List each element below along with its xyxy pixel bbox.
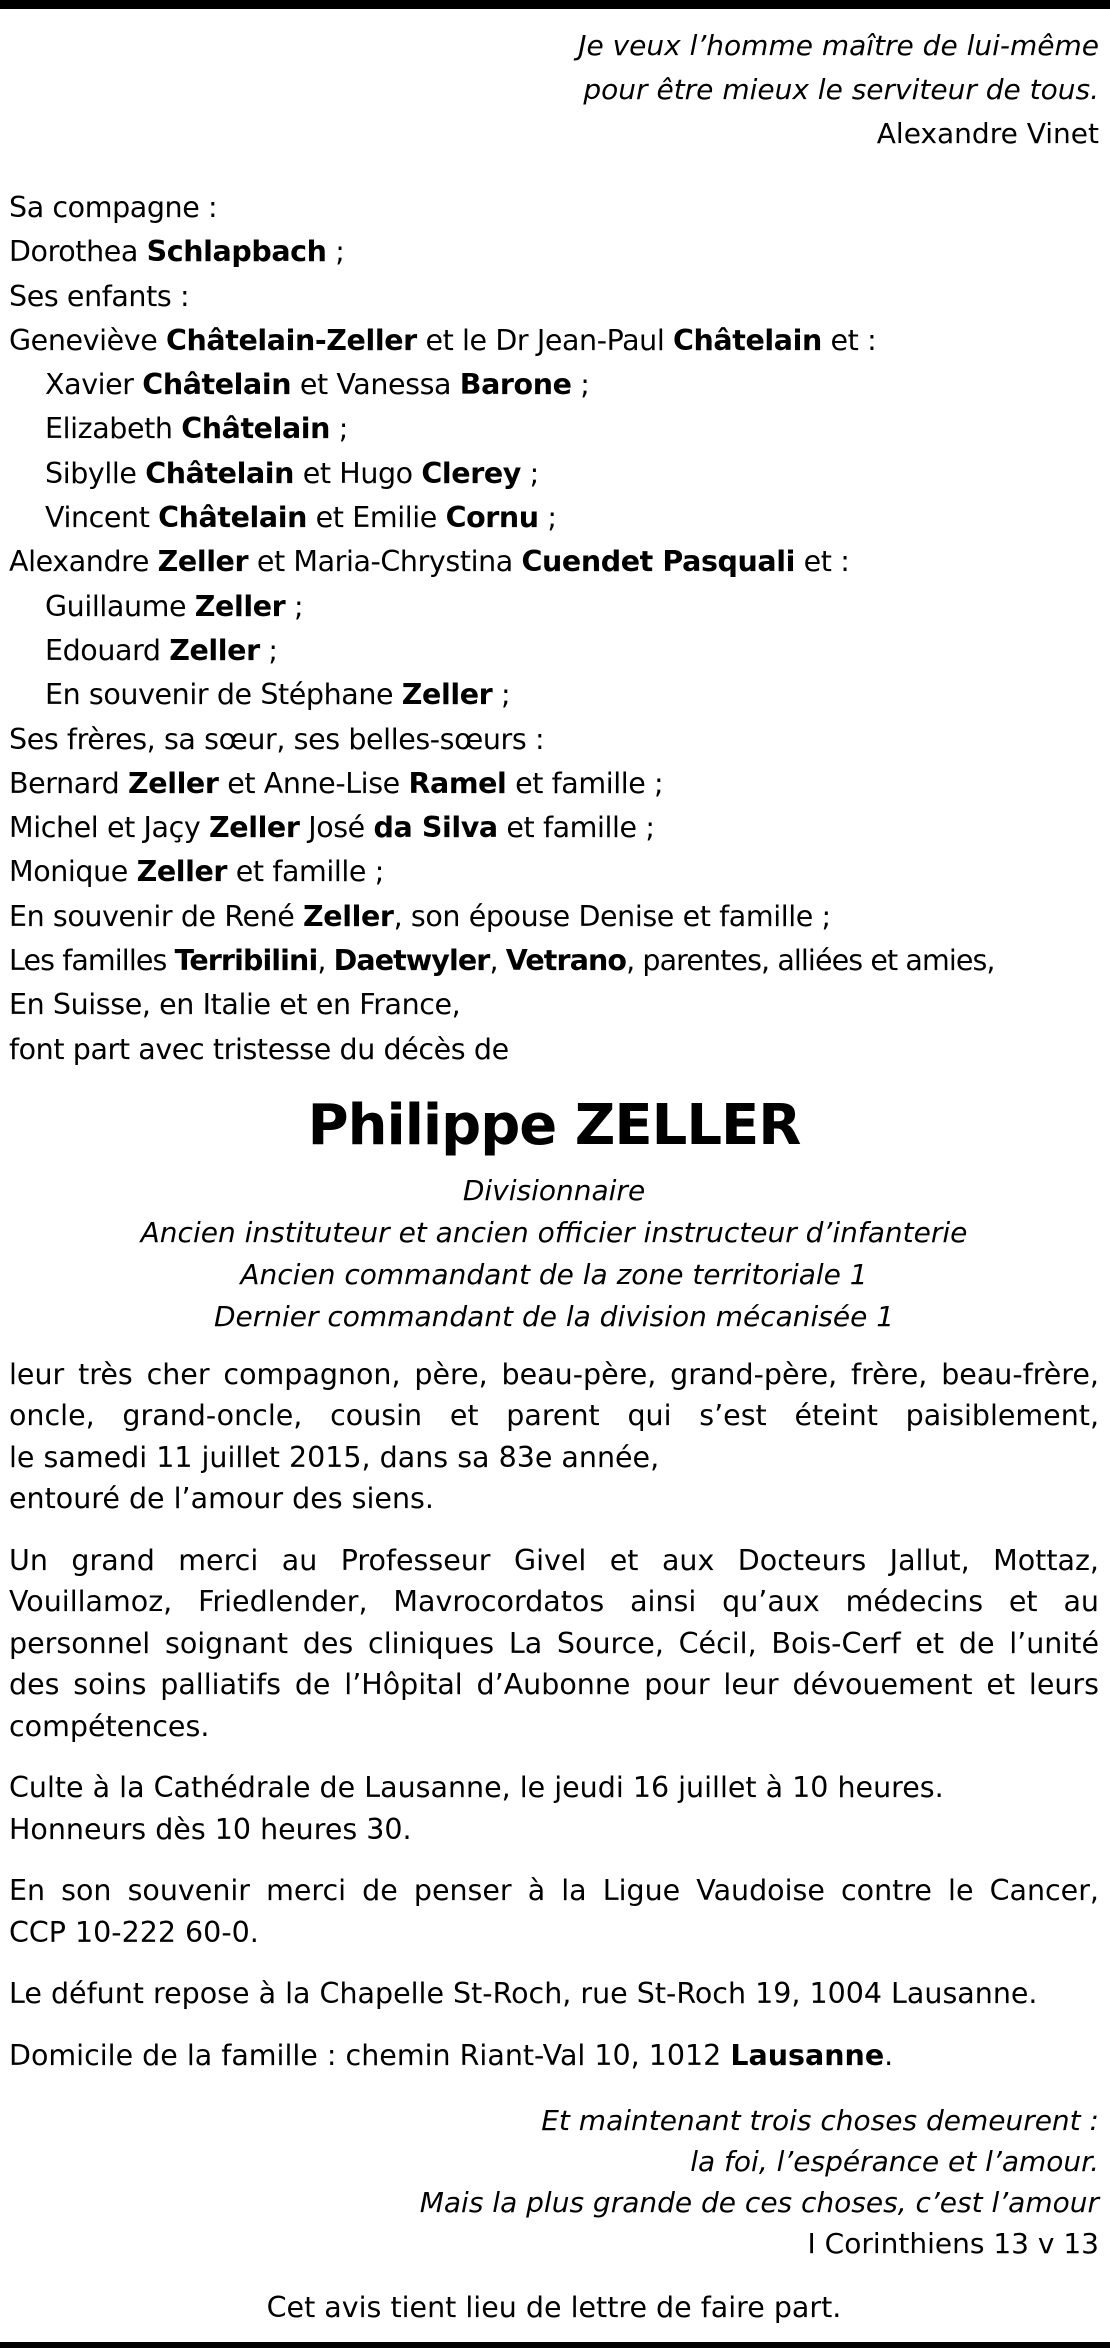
epigraph-line: Je veux l’homme maître de lui-même xyxy=(578,29,1099,62)
family-line: Sibylle Châtelain et Hugo Clerey ; xyxy=(45,456,539,490)
bottom-rule xyxy=(0,2342,1110,2348)
text-line: le samedi 11 juillet 2015, dans sa 83e année, xyxy=(9,1440,660,1474)
text-line: des soins palliatifs de l’Hôpital d’Aubonne pour leur dévouement et leurs xyxy=(9,1668,1099,1702)
text-line: leur très cher compagnon, père, beau-père, grand-père, frère, beau-frère, xyxy=(9,1357,1099,1391)
text-line: CCP 10-222 60-0. xyxy=(9,1915,259,1949)
family-line: Dorothea Schlapbach ; xyxy=(9,235,345,269)
notice-content xyxy=(9,24,1099,2328)
donation-paragraph xyxy=(9,1870,1099,1953)
family-line: Elizabeth Châtelain ; xyxy=(45,412,348,446)
text-line: personnel soignant des cliniques La Source, Cécil, Bois-Cerf et de l’unité xyxy=(9,1626,1099,1660)
text-line: compétences. xyxy=(9,1709,210,1743)
closing-verse xyxy=(9,2100,1099,2264)
title-line: Dernier commandant de la division mécanisée 1 xyxy=(213,1299,895,1333)
family-line: Ses frères, sa sœur, ses belles-sœurs : xyxy=(9,722,545,756)
family-line: Sa compagne : xyxy=(9,191,218,224)
family-line: Ses enfants : xyxy=(9,279,190,313)
verse-line: Et maintenant trois choses demeurent : xyxy=(541,2104,1099,2138)
text-line: entouré de l’amour des siens. xyxy=(9,1482,434,1516)
deceased-titles xyxy=(9,1170,1099,1338)
text-line: Un grand merci au Professeur Givel et aux Docteurs Jallut, Mottaz, xyxy=(9,1543,1099,1577)
rest-location-paragraph xyxy=(9,1973,1099,2015)
footer-note: Cet avis tient lieu de lettre de faire part. xyxy=(266,2291,842,2325)
family-line: Geneviève Châtelain-Zeller et le Dr Jean-Paul Châtelain et : xyxy=(9,323,877,357)
text-line: Culte à la Cathédrale de Lausanne, le jeudi 16 juillet à 10 heures. xyxy=(9,1771,944,1805)
service-paragraph xyxy=(9,1767,1099,1850)
family-line: Les familles Terribilini, Daetwyler, Vetrano, parentes, alliées et amies, xyxy=(9,944,995,978)
title-line: Ancien instituteur et ancien officier instructeur d’infanterie xyxy=(140,1215,968,1249)
family-line: Edouard Zeller ; xyxy=(45,633,278,667)
family-line: Bernard Zeller et Anne-Lise Ramel et famille ; xyxy=(9,766,664,800)
text-line: En son souvenir merci de penser à la Ligue Vaudoise contre le Cancer, xyxy=(9,1874,1099,1908)
family-line: Michel et Jaçy Zeller José da Silva et famille ; xyxy=(9,811,655,845)
family-list xyxy=(9,186,1099,1072)
family-line: En Suisse, en Italie et en France, xyxy=(9,988,461,1022)
family-line: Xavier Châtelain et Vanessa Barone ; xyxy=(45,368,590,402)
epigraph xyxy=(9,24,1099,156)
title-line: Ancien commandant de la zone territoriale 1 xyxy=(240,1257,868,1291)
verse-reference: I Corinthiens 13 v 13 xyxy=(807,2227,1099,2261)
text-line: Honneurs dès 10 heures 30. xyxy=(9,1812,412,1846)
text-line: Vouillamoz, Friedlender, Mavrocordatos ainsi qu’aux médecins et au xyxy=(9,1585,1099,1619)
family-line: Monique Zeller et famille ; xyxy=(9,855,384,889)
family-line: En souvenir de Stéphane Zeller ; xyxy=(45,678,511,712)
verse-line: Mais la plus grande de ces choses, c’est l’amour xyxy=(419,2186,1099,2220)
top-rule xyxy=(0,0,1110,9)
family-address-paragraph: Domicile de la famille : chemin Riant-Val 10, 1012 Lausanne. xyxy=(9,2038,894,2072)
epigraph-line: pour être mieux le serviteur de tous. xyxy=(583,73,1099,106)
family-line: Vincent Châtelain et Emilie Cornu ; xyxy=(45,501,557,535)
family-line: Guillaume Zeller ; xyxy=(45,589,304,623)
thanks-paragraph xyxy=(9,1540,1099,1748)
title-line: Divisionnaire xyxy=(462,1173,646,1207)
family-line: Alexandre Zeller et Maria-Chrystina Cuendet Pasquali et : xyxy=(9,545,850,579)
deceased-name: Philippe ZELLER xyxy=(307,1092,801,1158)
epigraph-author: Alexandre Vinet xyxy=(876,117,1099,150)
death-announcement-paragraph xyxy=(9,1354,1099,1520)
text-line: oncle, grand-oncle, cousin et parent qui s’est éteint paisiblement, xyxy=(9,1399,1099,1433)
family-line: font part avec tristesse du décès de xyxy=(9,1032,509,1066)
verse-line: la foi, l’espérance et l’amour. xyxy=(690,2145,1099,2179)
text-line: Le défunt repose à la Chapelle St-Roch, rue St-Roch 19, 1004 Lausanne. xyxy=(9,1977,1038,2011)
family-line: En souvenir de René Zeller, son épouse Denise et famille ; xyxy=(9,899,831,933)
